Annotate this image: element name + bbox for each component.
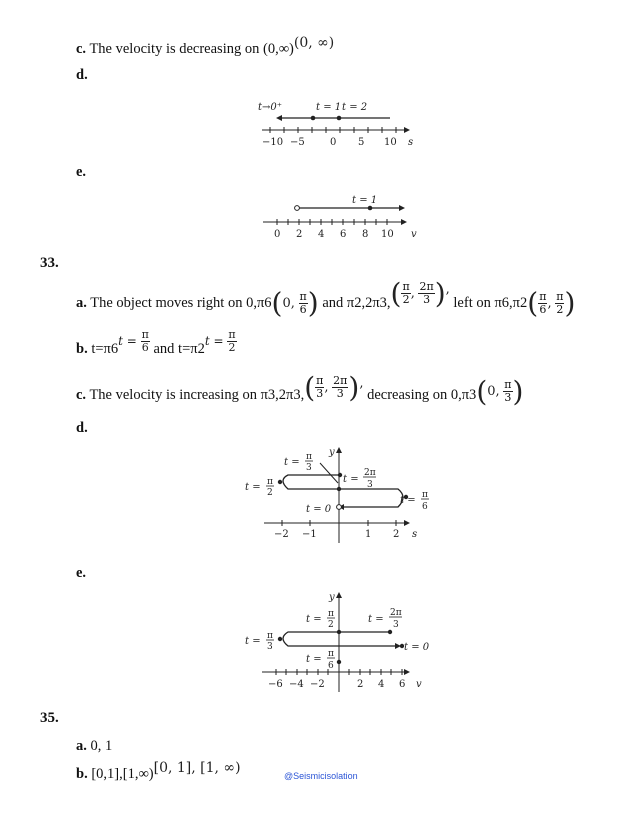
- p31-d-tick: 10: [384, 137, 397, 148]
- p31-d-point-t2: [337, 116, 342, 121]
- frac-den: 3: [393, 620, 399, 630]
- frac-num: π: [422, 490, 428, 500]
- frac-num: 2π: [390, 608, 402, 618]
- p33-e-graph: [240, 588, 440, 693]
- p31-e-tick: 4: [318, 229, 325, 240]
- p33-e-path: [283, 632, 398, 646]
- p33-d-x-label: s: [412, 529, 418, 540]
- frac-den: 3: [306, 463, 312, 473]
- p33-d-label-pi6: t =: [400, 495, 416, 506]
- math-frac: $\frac{\pi}{6}$: [299, 290, 307, 317]
- p33-d-label-pi3: t =: [284, 457, 300, 468]
- p35-b-math: [0, 1], [1, ∞): [153, 760, 241, 776]
- math-paren: ): [434, 276, 446, 310]
- math-frac: $\frac{\pi}{6}$: [539, 290, 547, 317]
- p33-d-point: [338, 473, 342, 477]
- frac-den: 3: [367, 480, 373, 490]
- frac-num: π: [306, 452, 312, 462]
- math-frac: $\frac{\pi}{3}$: [504, 378, 512, 405]
- frac-den: 6: [328, 661, 334, 671]
- p33-d-pointer: [320, 463, 338, 483]
- p35-b-line: [76, 760, 241, 783]
- p33-c-label: c.: [76, 387, 87, 403]
- p31-d-label-t0: t→0⁺: [258, 102, 283, 113]
- p33-e-label-2pi3: t =: [368, 614, 384, 625]
- p33-d-label-2pi3: t =: [343, 474, 359, 485]
- p33-d-label-pi2: t =: [245, 482, 261, 493]
- p31-e-axis-arrow: [401, 219, 407, 225]
- math-paren: (: [304, 370, 316, 404]
- p31-e-label-t1: t = 1: [352, 195, 378, 206]
- p33-a-mid: and: [322, 295, 344, 311]
- p31-e-tick: 6: [340, 229, 347, 240]
- p33-d-y-arrow: [336, 447, 342, 453]
- math-paren: ): [512, 374, 524, 408]
- p33-c-text1: The velocity is increasing on: [89, 387, 257, 403]
- p35-a-text: 0, 1: [90, 738, 113, 754]
- math-paren: (: [476, 374, 488, 408]
- p31-d-path-arrow: [276, 115, 282, 121]
- frac-den: 6: [422, 502, 428, 512]
- p33-e-tick: −6: [268, 679, 283, 690]
- p33-d-x-arrow: [404, 520, 410, 526]
- p33-a-text2: left on: [453, 295, 491, 311]
- p33-e-x-arrow: [404, 669, 410, 675]
- p31-c-line: [76, 35, 335, 58]
- p31-d-tick: 0: [330, 137, 337, 148]
- math-text: 0,: [282, 296, 295, 311]
- p31-e-axis-label: v: [411, 229, 417, 240]
- p33-a-plain1: 0,π6: [246, 295, 272, 311]
- math-paren: ): [564, 286, 576, 320]
- p31-d-label: d.: [76, 67, 88, 83]
- p33-a-plain2: π2,2π3,: [346, 295, 391, 311]
- p33-b-plain2: t=π2: [178, 341, 205, 357]
- p31-d-point-t1: [311, 116, 316, 121]
- p33-e-label-pi3: t =: [245, 636, 261, 647]
- p33-e-label-t0: t = 0: [404, 642, 430, 653]
- p33-a-plain3: π6,π2: [494, 295, 528, 311]
- frac-num: π: [267, 477, 273, 487]
- frac-num: π: [267, 631, 273, 641]
- p35-a-label: a.: [76, 738, 87, 754]
- p33-b-label: b.: [76, 341, 88, 357]
- p31-e-label: e.: [76, 164, 87, 180]
- p31-c-plain: (0,∞): [262, 41, 294, 57]
- p33-b-line: b. $t=\pi 6^{t = \frac{\pi}{6}}$ and $t=\pi 2^{t = \frac{\pi}{2}}$: [76, 328, 236, 357]
- p33-d-label-t0: t = 0: [306, 504, 332, 515]
- p33-e-label: e.: [76, 565, 87, 581]
- p31-c-math: (0, ∞): [293, 35, 335, 51]
- p33-d-tick: −2: [274, 529, 289, 540]
- math-paren: ): [307, 286, 319, 320]
- p31-d-axis-arrow: [404, 127, 410, 133]
- p33-e-tick: 6: [399, 679, 406, 690]
- math-frac: $\frac{2\pi}{3}$: [419, 280, 434, 307]
- p33-e-y-arrow: [336, 592, 342, 598]
- p33-d-graph: [240, 445, 440, 545]
- p35-a-line: [76, 737, 112, 755]
- p33-c-line: c. The velocity is increasing on π3,2π3,( $\frac{\pi}{3}$ , $\frac{2\pi}{3}$ ), decreasing on 0,π3(0, $\frac{\pi}{3}$ ): [76, 370, 524, 408]
- p33-b-plain1: t=π6: [91, 341, 119, 357]
- p33-d-tick: 1: [365, 529, 372, 540]
- p35-b-plain: [0,1],[1,∞): [91, 766, 154, 782]
- p33-e-point: [388, 630, 392, 634]
- p33-c-plain1: π3,2π3,: [260, 387, 305, 403]
- math-frac: $\frac{\pi}{2}$: [402, 280, 410, 307]
- p33-e-tick: 2: [357, 679, 364, 690]
- p31-e-path-arrow: [399, 205, 405, 211]
- watermark: @Seismicisolation: [284, 771, 358, 781]
- p33-e-label-pi6: t =: [306, 654, 322, 665]
- p33-a-line: a. The object moves right on 0,π6(0, $\frac{\pi}{6}$ ) and π2,2π3,( $\frac{\pi}{2}$ , $\frac{2\pi}{3}$ ), left on π6,π2( $\frac{\pi}{6}$ , $\frac{\pi}{2}$ ): [76, 276, 576, 320]
- frac-num: π: [328, 649, 334, 659]
- p35-number: 35.: [40, 710, 59, 726]
- math-paren: (: [527, 286, 539, 320]
- p31-e-tick: 10: [381, 229, 394, 240]
- math-paren: (: [271, 286, 283, 320]
- frac-den: 2: [328, 620, 334, 630]
- math-frac: $\frac{2\pi}{3}$: [333, 374, 348, 401]
- p33-b-mid: and: [153, 341, 175, 357]
- p33-e-tick: −4: [289, 679, 304, 690]
- p31-e-tick: 8: [362, 229, 369, 240]
- math-frac: $\frac{\pi}{3}$: [316, 374, 324, 401]
- p33-e-label-pi2: t =: [306, 614, 322, 625]
- p33-e-x-label: v: [416, 679, 422, 690]
- p33-e-tick: −2: [310, 679, 325, 690]
- frac-num: 2π: [364, 468, 376, 478]
- p31-d-tick: −5: [290, 137, 305, 148]
- p33-c-text2: decreasing on: [367, 387, 448, 403]
- p33-a-text1: The object moves right on: [90, 295, 243, 311]
- p31-d-tick: 5: [358, 137, 365, 148]
- p31-c-label: c.: [76, 41, 87, 57]
- p33-d-point: [337, 505, 342, 510]
- p31-d-label-t2: t = 2: [342, 102, 368, 113]
- p31-e-graph: [255, 190, 430, 245]
- p33-d-point: [278, 480, 282, 484]
- p31-e-tick: 0: [274, 229, 281, 240]
- p33-d-label: d.: [76, 420, 88, 436]
- p33-e-point: [337, 660, 341, 664]
- p35-b-label: b.: [76, 766, 88, 782]
- p33-d-tick: 2: [393, 529, 400, 540]
- p31-d-tick: −10: [262, 137, 284, 148]
- p33-number: 33.: [40, 255, 59, 271]
- frac-den: 3: [267, 642, 273, 652]
- p31-e-tick: 2: [296, 229, 303, 240]
- p33-e-tick: 4: [378, 679, 385, 690]
- p31-d-label-t1: t = 1: [316, 102, 342, 113]
- math-paren: (: [390, 276, 402, 310]
- p33-d-tick: −1: [302, 529, 317, 540]
- p33-d-point: [337, 487, 341, 491]
- frac-num: π: [328, 609, 334, 619]
- p33-e-point: [337, 630, 341, 634]
- p31-d-axis-label: s: [408, 137, 414, 148]
- p31-e-point-t1: [368, 206, 373, 211]
- p33-c-plain2: 0,π3: [450, 387, 477, 403]
- p31-d-graph: [250, 95, 430, 155]
- frac-den: 2: [267, 488, 273, 498]
- p33-d-y-label: y: [329, 447, 335, 458]
- math-paren: ): [348, 370, 360, 404]
- math-frac: $\frac{\pi}{2}$: [556, 290, 564, 317]
- p33-e-y-label: y: [329, 592, 335, 603]
- p31-c-text: The velocity is decreasing on: [89, 41, 260, 57]
- p33-e-point: [278, 637, 282, 641]
- p31-e-open-point: [295, 206, 300, 211]
- p33-a-label: a.: [76, 295, 87, 311]
